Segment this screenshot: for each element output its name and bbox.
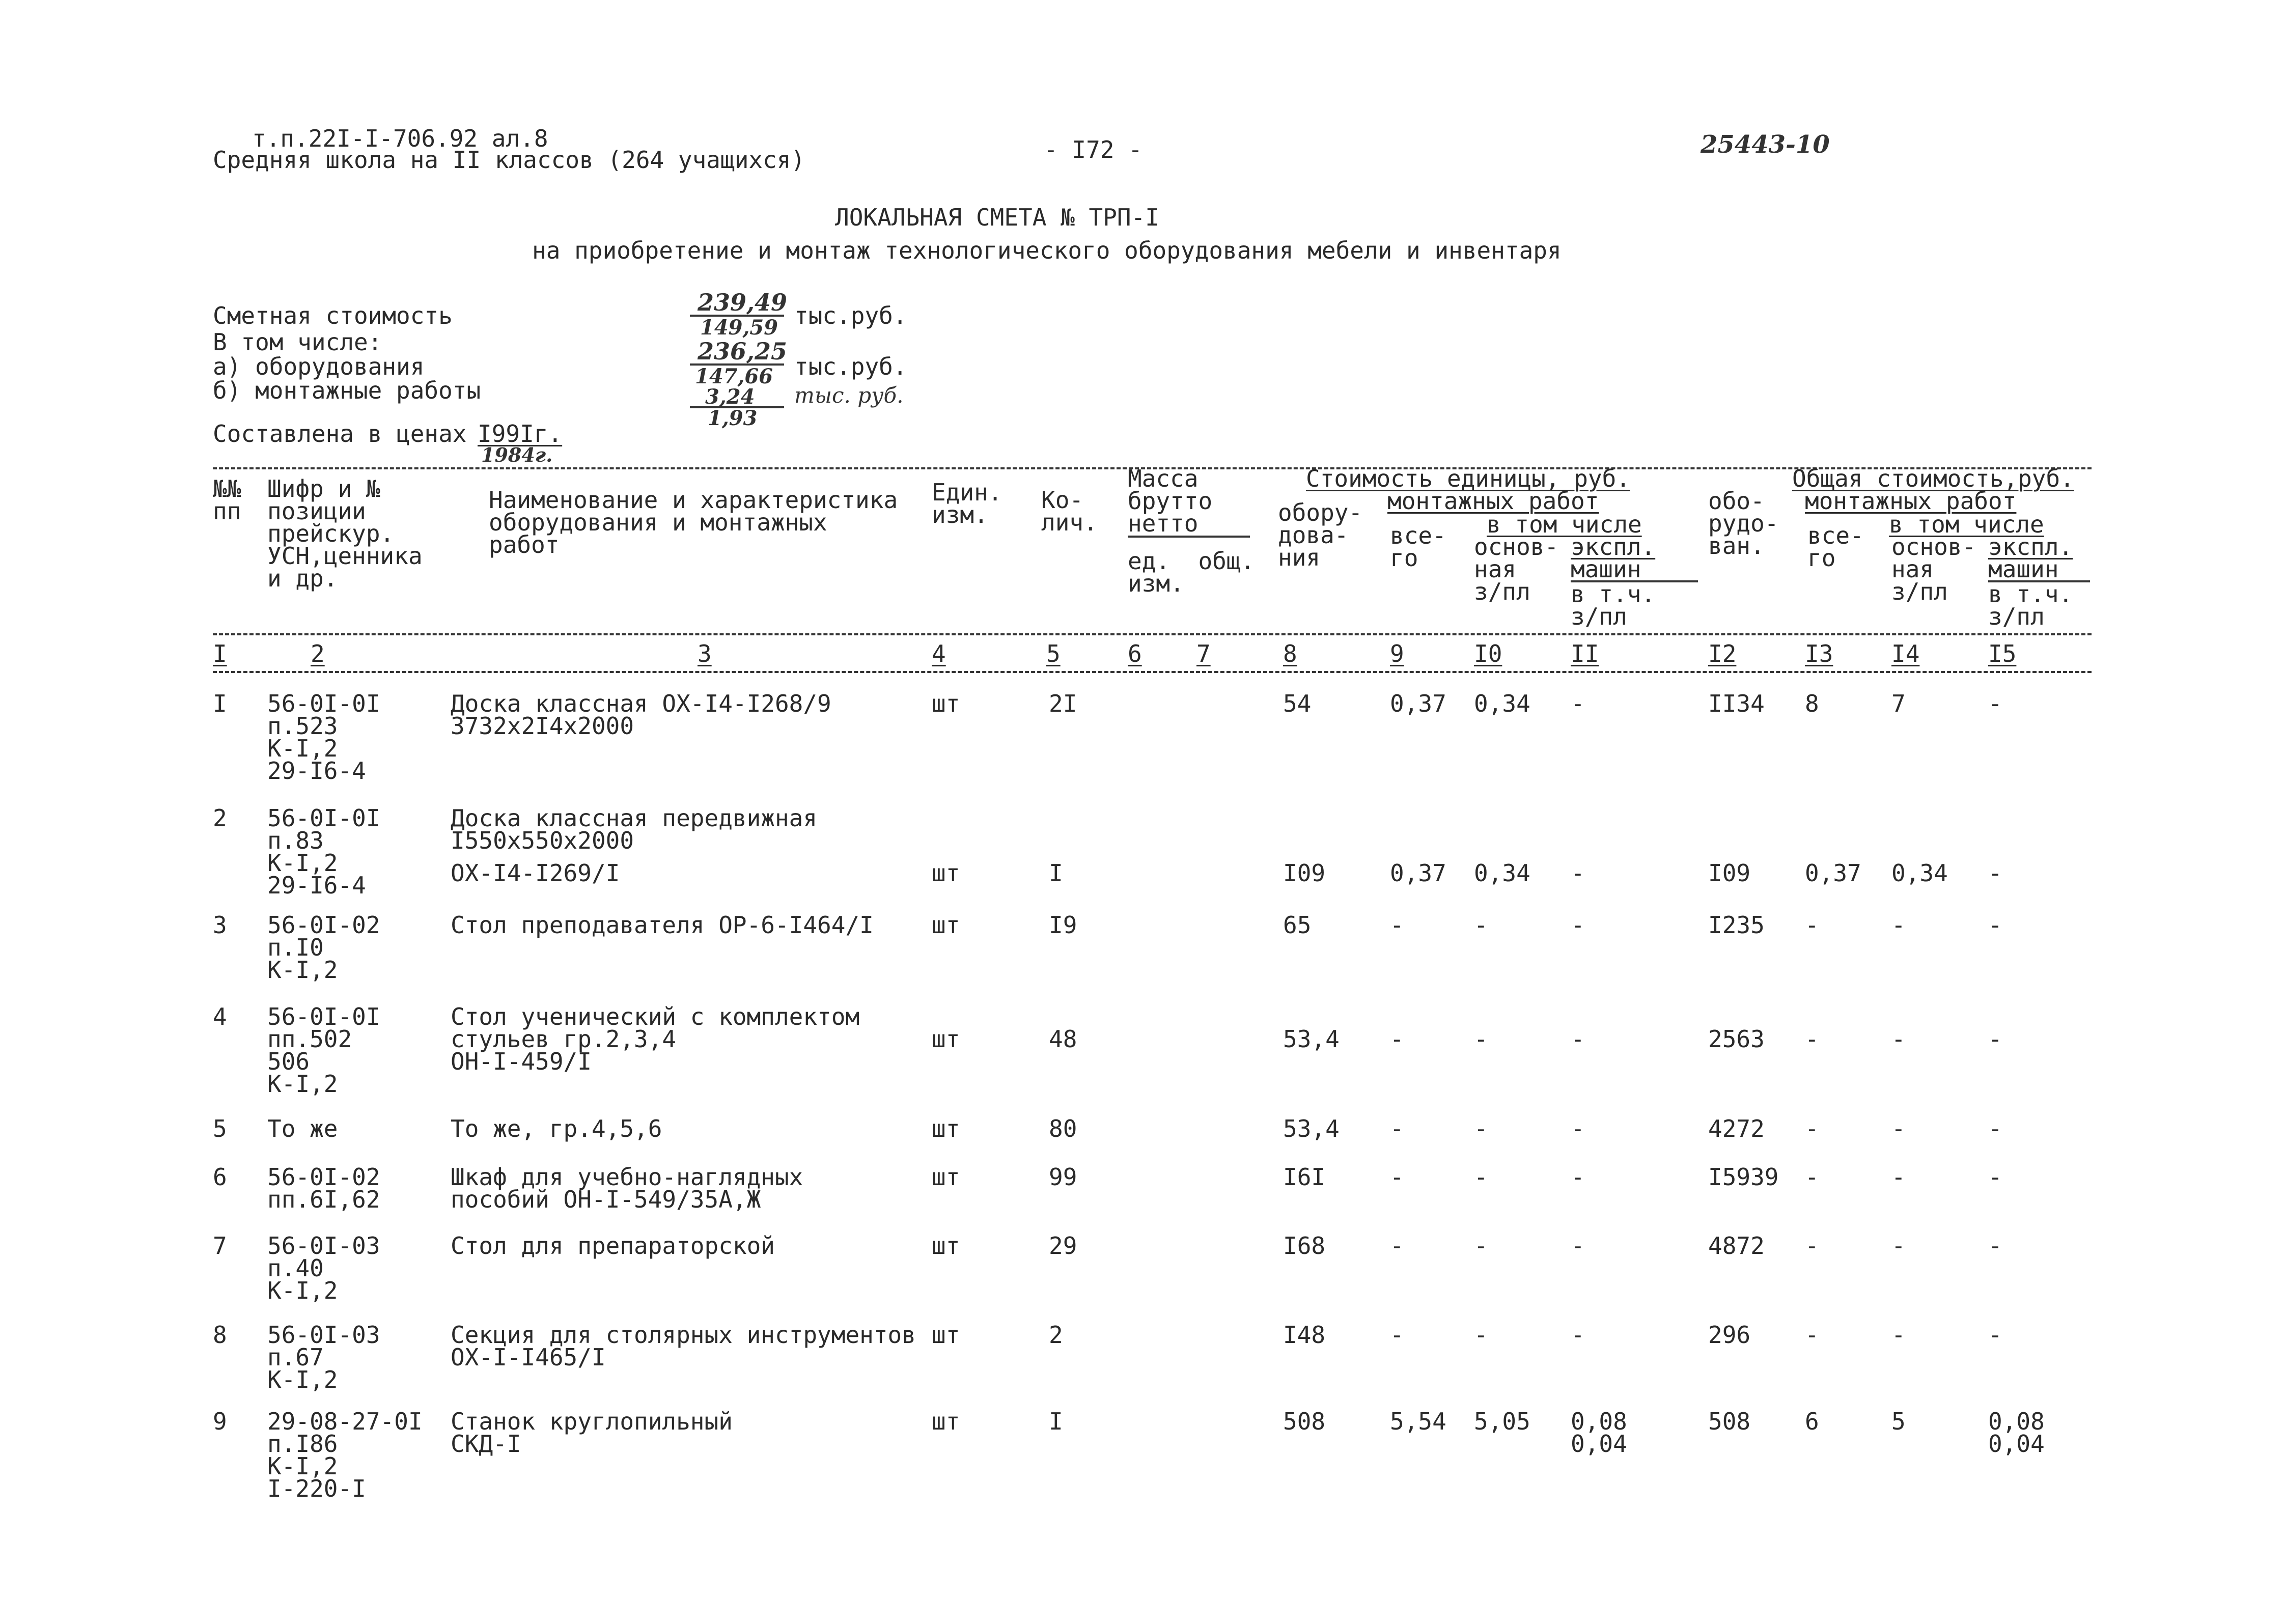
cell-n: I — [213, 690, 227, 717]
cell-equip-sum: 296 — [1708, 1321, 1751, 1349]
column-number: I — [213, 640, 227, 667]
equipment-cost-value: 236,25 — [698, 338, 788, 365]
cell-qty: 48 — [1049, 1025, 1077, 1053]
cell-unit: шт — [932, 1408, 960, 1435]
cell-code: 56-0I-0I п.83 К-I,2 29-I6-4 — [267, 804, 380, 899]
cell-unit: шт — [932, 1025, 960, 1053]
col-main-wage2-header: основ- ная з/пл — [1891, 533, 1976, 605]
estimated-cost-label: Сметная стоимость — [213, 302, 453, 329]
cell-qty: 99 — [1049, 1163, 1077, 1191]
cell-equip-sum: II34 — [1708, 690, 1765, 717]
col-unit-cost-header: Стоимость единицы, руб. — [1306, 465, 1630, 492]
cell-main-sum: - — [1891, 1321, 1906, 1349]
cell-unit: шт — [932, 1321, 960, 1349]
cell-equip: I48 — [1283, 1321, 1326, 1349]
cell-main-sum: - — [1891, 1163, 1906, 1191]
cell-equip-sum: 4272 — [1708, 1115, 1765, 1142]
cell-main-sum: - — [1891, 1232, 1906, 1259]
cell-main: - — [1474, 1321, 1488, 1349]
cell-total-sum: - — [1805, 911, 1819, 939]
column-number: 4 — [932, 640, 946, 667]
cell-main: 0,34 — [1474, 690, 1530, 717]
cell-total-sum: - — [1805, 1025, 1819, 1053]
cell-total: - — [1390, 1025, 1404, 1053]
cell-total-sum: - — [1805, 1321, 1819, 1349]
cell-code: 56-0I-02 п.I0 К-I,2 — [267, 911, 380, 984]
col-incl-header: в том числе — [1487, 511, 1642, 538]
cell-total-sum: - — [1805, 1232, 1819, 1259]
cell-exploit: - — [1571, 1163, 1585, 1191]
cell-name: Доска классная ОХ-I4-I268/9 3732х2I4х2000 — [451, 690, 831, 740]
column-number: 9 — [1390, 640, 1404, 667]
cell-total: - — [1390, 1321, 1404, 1349]
cell-exploit-sum: - — [1988, 1232, 2002, 1259]
cell-total: - — [1390, 1232, 1404, 1259]
cell-code: 56-0I-0I п.523 К-I,2 29-I6-4 — [267, 690, 380, 785]
cell-exploit: - — [1571, 911, 1585, 939]
col-total2-header: все- го — [1807, 522, 1864, 572]
cell-exploit: 0,08 0,04 — [1571, 1408, 1627, 1458]
column-number: 7 — [1196, 640, 1211, 667]
unit-label: тыс.руб. — [794, 353, 907, 380]
cell-name: То же, гр.4,5,6 — [451, 1115, 662, 1142]
cell-qty: I — [1049, 1408, 1063, 1435]
cell-main-sum: 0,34 — [1891, 859, 1948, 887]
equipment-cost-value-old: 147,66 — [695, 365, 773, 388]
cell-code: То же — [267, 1115, 338, 1142]
cell-n: 8 — [213, 1321, 227, 1349]
col-code-header: Шифр и № позиции прейскур. УСН,ценника и др. — [267, 475, 423, 592]
cell-equip: 65 — [1283, 911, 1312, 939]
column-number: I2 — [1708, 640, 1737, 667]
cell-total: 0,37 — [1390, 690, 1446, 717]
cell-qty: I9 — [1049, 911, 1077, 939]
cell-exploit-sum: 0,08 0,04 — [1988, 1408, 2045, 1458]
cell-n: 9 — [213, 1408, 227, 1435]
cell-equip-sum: I235 — [1708, 911, 1765, 939]
col-mass-header: Масса — [1128, 465, 1199, 492]
cell-code: 29-08-27-0I п.I86 К-I,2 I-220-I — [267, 1408, 423, 1502]
document-subtitle: на приобретение и монтаж технологического оборудования мебели и инвентаря — [532, 237, 1562, 264]
col-install-works2-header: монтажных работ — [1805, 487, 2017, 515]
cell-name: Доска классная передвижная I550х550х2000 — [451, 804, 818, 854]
cell-name: Стол ученический с комплектом стульев гр.2,3,4 ОН-I-459/I — [451, 1003, 860, 1075]
cell-n: 2 — [213, 804, 227, 832]
cell-total-sum: - — [1805, 1163, 1819, 1191]
cell-exploit-sum: - — [1988, 859, 2002, 887]
cell-equip-sum: I09 — [1708, 859, 1751, 887]
cell-code: 56-0I-03 п.40 К-I,2 — [267, 1232, 380, 1304]
column-number: 6 — [1128, 640, 1142, 667]
cell-main: - — [1474, 1025, 1488, 1053]
col-main-wage-header: основ- ная з/пл — [1474, 533, 1559, 605]
unit-label-handwritten: тыс. руб. — [794, 383, 904, 408]
cell-unit: шт — [932, 1163, 960, 1191]
cell-equip: 53,4 — [1283, 1025, 1340, 1053]
unit-label: тыс.руб. — [794, 302, 907, 329]
cell-name: Стол преподавателя ОР-6-I464/I — [451, 911, 874, 939]
installation-label: б) монтажные работы — [213, 377, 481, 404]
cell-total-sum: 6 — [1805, 1408, 1819, 1435]
col-number-header: №№ пп — [213, 475, 241, 525]
installation-cost-value-old: 1,93 — [708, 406, 758, 430]
cell-unit: шт — [932, 690, 960, 717]
column-number: I5 — [1988, 640, 2017, 667]
cell-total: 5,54 — [1390, 1408, 1446, 1435]
cell-qty: 2I — [1049, 690, 1077, 717]
cell-equip: I09 — [1283, 859, 1326, 887]
column-number: 2 — [311, 640, 325, 667]
cell-unit: шт — [932, 1115, 960, 1142]
cell-main: - — [1474, 1232, 1488, 1259]
cell-main: 0,34 — [1474, 859, 1530, 887]
column-number: 8 — [1283, 640, 1297, 667]
column-number: II — [1571, 640, 1599, 667]
cell-equip: I68 — [1283, 1232, 1326, 1259]
column-number: I0 — [1474, 640, 1502, 667]
cell-n: 6 — [213, 1163, 227, 1191]
cell-exploit-sum: - — [1988, 1025, 2002, 1053]
cell-name-extra: ОХ-I4-I269/I — [451, 859, 620, 887]
document-title: ЛОКАЛЬНАЯ СМЕТА № ТРП-I — [835, 204, 1159, 231]
col-mass-unit-header: ед. общ. изм. — [1128, 547, 1255, 597]
cell-main-sum: 5 — [1891, 1408, 1906, 1435]
col-total-header: все- го — [1390, 522, 1446, 572]
col-equipment-sum-header: обо- рудо- ван. — [1708, 487, 1779, 559]
prices-year-handwritten: 1984г. — [481, 443, 553, 466]
col-qty-header: Ко- лич. — [1041, 486, 1098, 536]
cell-exploit: - — [1571, 859, 1585, 887]
including-label: В том числе: — [213, 328, 382, 356]
cell-name: Шкаф для учебно-наглядных пособий ОН-I-549/35А,Ж — [451, 1163, 803, 1213]
cell-name: Стол для препараторской — [451, 1232, 775, 1259]
cell-exploit-sum: - — [1988, 1163, 2002, 1191]
cell-main: 5,05 — [1474, 1408, 1530, 1435]
archive-number: 25443-10 — [1701, 130, 1830, 159]
cell-main-sum: 7 — [1891, 690, 1906, 717]
col-name-header: Наименование и характеристика оборудования и монтажных работ — [489, 486, 898, 558]
cell-unit: шт — [932, 1232, 960, 1259]
cell-total: - — [1390, 1115, 1404, 1142]
col-mass-subheader: брутто нетто — [1128, 487, 1213, 537]
cell-exploit: - — [1571, 1232, 1585, 1259]
cell-equip-sum: I5939 — [1708, 1163, 1779, 1191]
page-number: - I72 - — [1044, 136, 1142, 163]
school-title: Средняя школа на II классов (264 учащихся) — [213, 146, 805, 174]
cell-qty: 2 — [1049, 1321, 1063, 1349]
cell-exploit: - — [1571, 1321, 1585, 1349]
cell-equip: I6I — [1283, 1163, 1326, 1191]
col-exploit2-header: экспл. машин — [1988, 533, 2073, 583]
cell-n: 7 — [213, 1232, 227, 1259]
prices-label: Составлена в ценах — [213, 420, 467, 447]
equipment-label: а) оборудования — [213, 353, 425, 380]
cell-exploit: - — [1571, 690, 1585, 717]
cell-n: 3 — [213, 911, 227, 939]
cell-n: 5 — [213, 1115, 227, 1142]
cell-equip: 54 — [1283, 690, 1312, 717]
prices-year: I99Iг. — [478, 420, 563, 447]
cell-main: - — [1474, 1115, 1488, 1142]
col-equipment-header: обору- дова- ния — [1278, 499, 1363, 571]
cell-exploit-sum: - — [1988, 1115, 2002, 1142]
column-number: 5 — [1046, 640, 1061, 667]
col-incl2-header: в том числе — [1889, 511, 2044, 538]
cell-main: - — [1474, 911, 1488, 939]
cell-equip-sum: 4872 — [1708, 1232, 1765, 1259]
cell-name: Станок круглопильный СКД-I — [451, 1408, 733, 1458]
column-number: 3 — [698, 640, 712, 667]
cell-qty: 80 — [1049, 1115, 1077, 1142]
cell-total-sum: 0,37 — [1805, 859, 1861, 887]
cell-equip: 508 — [1283, 1408, 1326, 1435]
installation-cost-value: 3,24 — [705, 385, 755, 409]
cell-exploit-sum: - — [1988, 911, 2002, 939]
cell-exploit: - — [1571, 1115, 1585, 1142]
cell-code: 56-0I-02 пп.6I,62 — [267, 1163, 380, 1213]
cell-equip: 53,4 — [1283, 1115, 1340, 1142]
cell-exploit: - — [1571, 1025, 1585, 1053]
col-unit-header: Един. изм. — [932, 479, 1002, 528]
col-install-works-header: монтажных работ — [1387, 487, 1599, 515]
cell-total: - — [1390, 1163, 1404, 1191]
cell-equip-sum: 508 — [1708, 1408, 1751, 1435]
cell-total-sum: - — [1805, 1115, 1819, 1142]
cell-main-sum: - — [1891, 911, 1906, 939]
cell-total: 0,37 — [1390, 859, 1446, 887]
cell-unit: шт — [932, 911, 960, 939]
cell-total-sum: 8 — [1805, 690, 1819, 717]
col-exploit-wage2-header: в т.ч. з/пл — [1988, 580, 2073, 630]
cell-exploit-sum: - — [1988, 690, 2002, 717]
total-cost-value-old: 149,59 — [700, 316, 778, 340]
cell-equip-sum: 2563 — [1708, 1025, 1765, 1053]
col-total-cost-header: Общая стоимость,руб. — [1792, 465, 2074, 492]
cell-qty: I — [1049, 859, 1063, 887]
cell-name: Секция для столярных инструментов ОХ-I-I465/I — [451, 1321, 916, 1371]
cell-n: 4 — [213, 1003, 227, 1030]
col-exploit-wage-header: в т.ч. з/пл — [1571, 580, 1656, 630]
cell-main: - — [1474, 1163, 1488, 1191]
total-cost-value: 239,49 — [698, 289, 788, 316]
cell-unit: шт — [932, 859, 960, 887]
column-number: I3 — [1805, 640, 1833, 667]
project-code: т.п.22I-I-706.92 ал.8 — [252, 125, 548, 152]
cell-main-sum: - — [1891, 1025, 1906, 1053]
cell-exploit-sum: - — [1988, 1321, 2002, 1349]
column-number: I4 — [1891, 640, 1920, 667]
cell-qty: 29 — [1049, 1232, 1077, 1259]
cell-code: 56-0I-03 п.67 К-I,2 — [267, 1321, 380, 1393]
cell-total: - — [1390, 911, 1404, 939]
cell-main-sum: - — [1891, 1115, 1906, 1142]
col-exploit-header: экспл. машин — [1571, 533, 1656, 583]
cell-code: 56-0I-0I пп.502 506 К-I,2 — [267, 1003, 380, 1098]
